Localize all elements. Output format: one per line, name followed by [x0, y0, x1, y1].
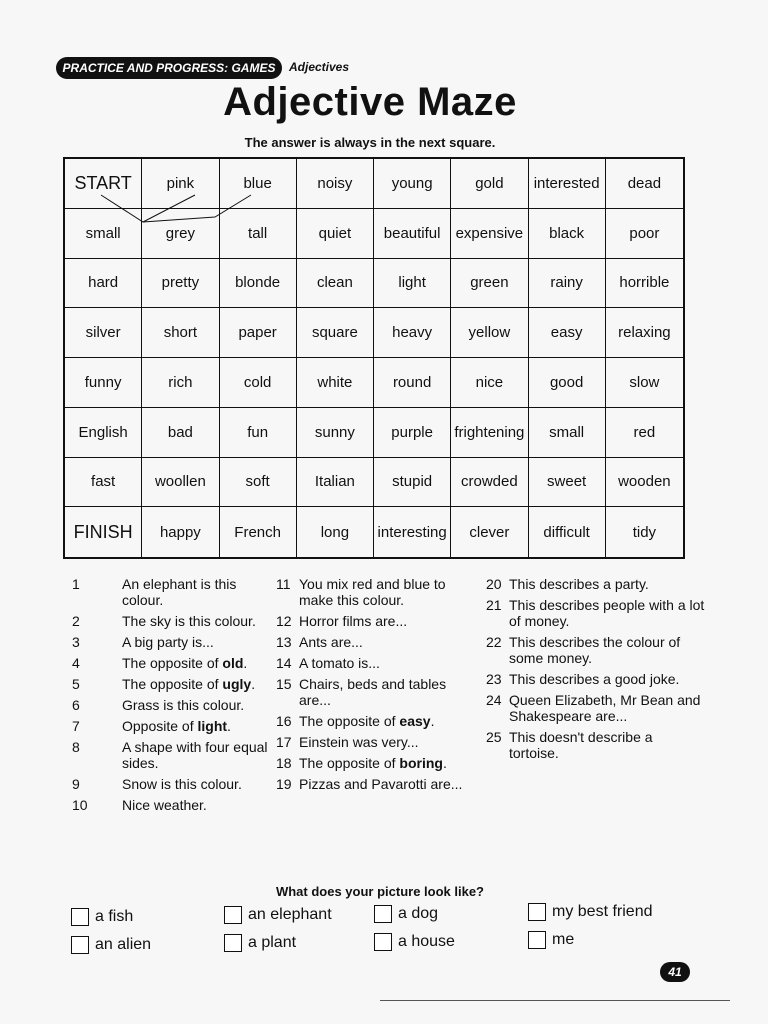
maze-cell: white [297, 358, 374, 408]
clue-item [276, 634, 476, 650]
option-my-best-friend[interactable] [528, 903, 652, 921]
clue-text-part: . [430, 713, 435, 729]
maze-cell: light [374, 259, 451, 309]
section-badge: PRACTICE AND PROGRESS: GAMES [56, 57, 282, 79]
clue-text-part: . [251, 676, 256, 692]
section-topic: Adjectives [289, 60, 350, 74]
option-a-dog[interactable] [374, 905, 438, 923]
clue-text: A tomato is... [299, 655, 380, 671]
clue-number: 10 [72, 797, 88, 813]
maze-cell: horrible [606, 259, 683, 309]
clue-text: Horror films are... [299, 613, 408, 629]
clue-item [72, 739, 272, 771]
clue-number: 9 [72, 776, 80, 792]
clue-item [486, 692, 706, 724]
maze-cell: small [529, 408, 606, 458]
maze-cell: blonde [220, 259, 297, 309]
maze-cell: pink [142, 159, 219, 209]
clue-number: 4 [72, 655, 80, 671]
maze-cell: rainy [529, 259, 606, 309]
clue-text: A shape with four equal sides. [122, 739, 268, 771]
maze-cell: START [65, 159, 142, 209]
clue-item [72, 676, 272, 692]
clue-number: 20 [486, 576, 502, 592]
clues-column-1 [72, 576, 272, 818]
maze-cell: easy [529, 308, 606, 358]
maze-cell: wooden [606, 458, 683, 508]
clue-text-part: . [442, 755, 447, 771]
maze-cell: paper [220, 308, 297, 358]
clue-number: 2 [72, 613, 80, 629]
clue-number: 25 [486, 729, 502, 745]
maze-cell: Italian [297, 458, 374, 508]
clue-item [276, 734, 476, 750]
clue-text: This describes the colour of some money. [509, 634, 681, 666]
clue-text-part: The opposite of [299, 755, 400, 771]
maze-cell: rich [142, 358, 219, 408]
clue-item [72, 697, 272, 713]
maze-cell: yellow [451, 308, 528, 358]
maze-cell: poor [606, 209, 683, 259]
clue-text [299, 755, 476, 771]
page-subtitle: The answer is always in the next square. [244, 135, 496, 150]
maze-grid [63, 157, 685, 559]
maze-cell: French [220, 507, 297, 557]
maze-cell: blue [220, 159, 297, 209]
clue-item [72, 634, 272, 650]
maze-cell: relaxing [606, 308, 683, 358]
clue-text: Chairs, beds and tables are... [299, 676, 447, 708]
clue-number: 12 [276, 613, 292, 629]
maze-cell: expensive [451, 209, 528, 259]
clue-text: Ants are... [299, 634, 363, 650]
clue-number: 24 [486, 692, 502, 708]
maze-cell: slow [606, 358, 683, 408]
clue-text: A big party is... [122, 634, 214, 650]
maze-cell: young [374, 159, 451, 209]
clue-number: 6 [72, 697, 80, 713]
clue-item [72, 718, 272, 734]
clue-text: This describes a good joke. [509, 671, 680, 687]
maze-cell: woollen [142, 458, 219, 508]
clue-text: Queen Elizabeth, Mr Bean and Shakespeare are... [509, 692, 701, 724]
clue-text-part: Opposite of [122, 718, 198, 734]
clue-number: 16 [276, 713, 292, 729]
clue-item [72, 576, 272, 608]
clue-item [72, 613, 272, 629]
maze-cell: clean [297, 259, 374, 309]
checkbox[interactable] [374, 933, 392, 951]
option-label: a fish [95, 908, 134, 925]
maze-cell: red [606, 408, 683, 458]
clue-text: This doesn't describe a tortoise. [509, 729, 653, 761]
clue-text: Nice weather. [122, 797, 207, 813]
option-label: an alien [95, 936, 152, 953]
clue-text: The sky is this colour. [122, 613, 256, 629]
option-label: me [552, 931, 575, 948]
clue-item [276, 755, 476, 771]
option-a-plant[interactable] [224, 934, 296, 952]
maze-cell: tidy [632, 523, 657, 541]
clue-keyword: ugly [222, 676, 252, 692]
clue-number: 8 [72, 739, 80, 755]
option-label: a plant [248, 934, 297, 951]
maze-cell: FINISH [65, 507, 142, 557]
maze-cell: difficult [529, 507, 606, 557]
clue-text: Snow is this colour. [122, 776, 242, 792]
clue-number: 5 [72, 676, 80, 692]
clue-text-part: . [227, 718, 231, 734]
clue-text [122, 676, 272, 692]
clue-keyword: boring [399, 755, 443, 771]
maze-cell: tall [220, 209, 297, 259]
clue-text-part: The opposite of [299, 713, 400, 729]
maze-cell: fun [220, 408, 297, 458]
clue-keyword: old [222, 655, 244, 671]
maze-cell: good [529, 358, 606, 408]
clue-number: 13 [276, 634, 292, 650]
clue-text: Pizzas and Pavarotti are... [299, 776, 463, 792]
clues-column-2 [276, 576, 476, 797]
maze-cell: English [65, 408, 142, 458]
clue-item [486, 634, 706, 666]
maze-cell: clever [451, 507, 528, 557]
maze-cell: hard [65, 259, 142, 309]
clue-item [486, 576, 706, 592]
clue-number: 14 [276, 655, 292, 671]
maze-cell: nice [451, 358, 528, 408]
clue-keyword: light [197, 718, 228, 734]
maze-cell: dead [606, 159, 683, 209]
page-title: Adjective Maze [223, 80, 517, 124]
clue-text: This describes a party. [509, 576, 649, 592]
maze-cell: silver [65, 308, 142, 358]
maze-cell: happy [142, 507, 219, 557]
clue-item [276, 576, 476, 608]
option-an-alien[interactable] [71, 936, 151, 954]
maze-cell: interested [529, 159, 606, 209]
clue-number: 23 [486, 671, 502, 687]
clue-item [72, 655, 272, 671]
clue-number: 3 [72, 634, 80, 650]
maze-cell: short [142, 308, 219, 358]
maze-cell: noisy [297, 159, 374, 209]
clue-text: An elephant is this colour. [122, 576, 237, 608]
clue-item [72, 776, 272, 792]
maze-cell: round [374, 358, 451, 408]
clue-item [276, 613, 476, 629]
clue-text [122, 655, 272, 671]
maze-cell: interesting [374, 507, 451, 557]
clue-number: 7 [72, 718, 80, 734]
clue-text [122, 718, 272, 734]
maze-cell: beautiful [374, 209, 451, 259]
clue-number: 22 [486, 634, 502, 650]
option-me[interactable] [528, 931, 574, 949]
maze-cell: green [451, 259, 528, 309]
maze-cell: purple [374, 408, 451, 458]
clue-number: 17 [276, 734, 292, 750]
maze-cell: sweet [529, 458, 606, 508]
option-a-fish[interactable] [71, 908, 133, 926]
picture-question: What does your picture look like? [275, 884, 485, 899]
clue-number: 19 [276, 776, 292, 792]
maze-cell: funny [65, 358, 142, 408]
checkbox[interactable] [71, 908, 89, 926]
clue-number: 1 [72, 576, 80, 592]
maze-cell: gold [451, 159, 528, 209]
clue-text-part: . [243, 655, 248, 671]
maze-cell: bad [142, 408, 219, 458]
maze-cell: square [297, 308, 374, 358]
option-an-elephant[interactable] [224, 906, 332, 924]
clue-item [72, 797, 272, 813]
clue-number: 15 [276, 676, 292, 692]
checkbox[interactable] [224, 906, 242, 924]
clue-number: 21 [486, 597, 502, 613]
clue-item [276, 676, 476, 708]
option-label: a house [398, 933, 455, 950]
checkbox[interactable] [374, 905, 392, 923]
clue-item [276, 776, 476, 792]
clue-item [486, 671, 706, 687]
clue-text: You mix red and blue to make this colour. [299, 576, 446, 608]
clue-text-part: The opposite of [122, 655, 223, 671]
checkbox[interactable] [528, 903, 546, 921]
page-number: 41 [660, 962, 690, 982]
maze-cell: fast [65, 458, 142, 508]
maze-cell: grey [142, 209, 219, 259]
maze-cell: quiet [297, 209, 374, 259]
maze-cell: pretty [142, 259, 219, 309]
clue-number: 18 [276, 755, 292, 771]
maze-cell: crowded [451, 458, 528, 508]
maze-cell: black [529, 209, 606, 259]
clue-text [299, 713, 476, 729]
clue-keyword: easy [399, 713, 431, 729]
checkbox[interactable] [224, 934, 242, 952]
maze-cell: stupid [374, 458, 451, 508]
maze-cell: small [65, 209, 142, 259]
footer-rule [380, 1000, 730, 1001]
maze-cell: sunny [297, 408, 374, 458]
maze-cell: cold [220, 358, 297, 408]
clue-text: Grass is this colour. [122, 697, 245, 713]
clue-item [486, 597, 706, 629]
maze-cell: long [297, 507, 374, 557]
option-label: my best friend [552, 903, 653, 920]
checkbox[interactable] [528, 931, 546, 949]
maze-cell: heavy [374, 308, 451, 358]
maze-cell: frightening [451, 408, 528, 458]
clues-column-3 [486, 576, 706, 766]
clue-item [276, 713, 476, 729]
clue-item [276, 655, 476, 671]
clue-text: This describes people with a lot of money. [509, 597, 705, 629]
option-label: an elephant [248, 906, 332, 923]
clue-number: 11 [276, 576, 291, 592]
option-label: a dog [398, 905, 439, 922]
clue-item [486, 729, 706, 761]
option-a-house[interactable] [374, 933, 455, 951]
clue-text: Einstein was very... [299, 734, 419, 750]
clue-text-part: The opposite of [122, 676, 223, 692]
maze-cell: soft [220, 458, 297, 508]
checkbox[interactable] [71, 936, 89, 954]
